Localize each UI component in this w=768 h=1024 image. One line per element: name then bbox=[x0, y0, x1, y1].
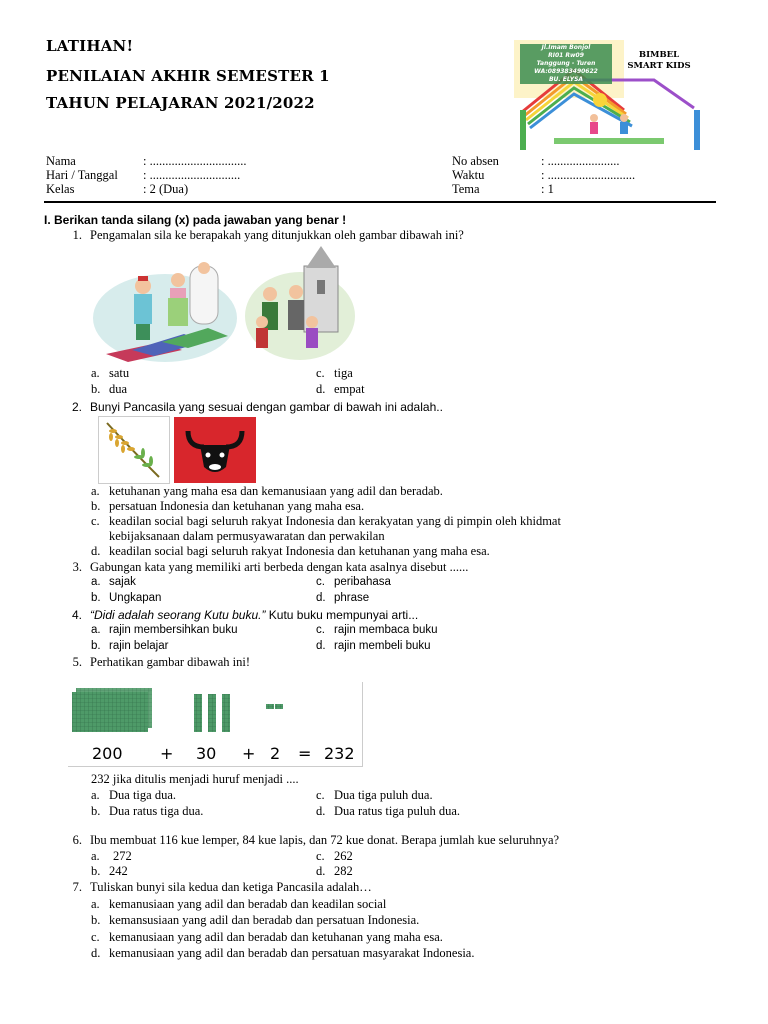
q2-image-rice-cotton bbox=[98, 416, 170, 484]
option-label: d. bbox=[91, 544, 101, 558]
option-label: d. bbox=[91, 946, 101, 960]
equation-term: 30 bbox=[196, 744, 217, 763]
option-label: d. bbox=[316, 804, 326, 818]
equation-result: 232 bbox=[324, 744, 355, 763]
question-number: 2. bbox=[71, 400, 82, 414]
tema-value: : 1 bbox=[541, 182, 554, 196]
q6-option-b[interactable] bbox=[91, 864, 128, 879]
q4-option-d[interactable] bbox=[316, 640, 431, 652]
option-label: b. bbox=[91, 804, 101, 818]
option-text: satu bbox=[109, 366, 130, 380]
option-text: Dua tiga puluh dua. bbox=[334, 788, 433, 802]
option-label: c. bbox=[91, 930, 100, 944]
option-text: tiga bbox=[334, 366, 353, 380]
q5-option-d[interactable] bbox=[316, 804, 460, 819]
option-text: kemanusiaan yang adil dan beradab dan ketuhanan yang maha esa. bbox=[109, 930, 443, 944]
q2-option-a[interactable] bbox=[91, 484, 443, 499]
q2-option-b[interactable] bbox=[91, 499, 364, 514]
option-label: c. bbox=[316, 366, 325, 380]
option-text: 262 bbox=[334, 849, 353, 863]
logo-address-line: RI01 Rw09 bbox=[548, 52, 584, 59]
nama-label: Nama bbox=[46, 154, 76, 168]
q3-option-d[interactable] bbox=[316, 592, 369, 604]
option-text: dua bbox=[109, 382, 128, 396]
logo-address-line: Jl.Imam Bonjol bbox=[541, 44, 591, 51]
bimbel-logo bbox=[514, 40, 706, 150]
option-label: b. bbox=[91, 499, 101, 513]
logo-address-line: WA:089383490622 bbox=[534, 68, 598, 75]
logo-brand bbox=[614, 50, 704, 72]
q7-option-a[interactable] bbox=[91, 897, 386, 912]
option-text: Ungkapan bbox=[109, 592, 162, 604]
question-number: 5. bbox=[72, 655, 82, 669]
question-number: 6. bbox=[72, 833, 82, 847]
option-label: a. bbox=[91, 366, 100, 380]
option-text: kemansusiaan yang adil dan beradab dan persatuan Indonesia. bbox=[109, 913, 420, 927]
tema-label: Tema bbox=[452, 182, 480, 196]
option-label: b. bbox=[91, 913, 101, 927]
option-text: sajak bbox=[109, 576, 136, 588]
q5-option-c[interactable] bbox=[316, 788, 433, 803]
option-label: a. bbox=[91, 484, 100, 498]
question-number: 7. bbox=[72, 880, 82, 894]
q1-option-a[interactable] bbox=[91, 366, 129, 381]
absen-label: No absen bbox=[452, 154, 499, 168]
equation-equals: = bbox=[298, 744, 312, 763]
option-label: c. bbox=[316, 576, 325, 588]
option-text: 272 bbox=[113, 849, 132, 863]
q1-image-church bbox=[240, 246, 356, 364]
option-text: kemanusiaan yang adil dan beradab dan persatuan masyarakat Indonesia. bbox=[109, 946, 475, 960]
q2-option-c[interactable] bbox=[91, 514, 561, 529]
hari-field[interactable]: : ............................. bbox=[143, 168, 241, 182]
option-label: b. bbox=[91, 864, 101, 878]
option-label: c. bbox=[316, 788, 325, 802]
option-text: rajin belajar bbox=[109, 640, 169, 652]
option-label: b. bbox=[91, 382, 101, 396]
option-text: peribahasa bbox=[334, 576, 391, 588]
option-label: a. bbox=[91, 849, 100, 863]
option-text: empat bbox=[334, 382, 365, 396]
q7-option-b[interactable] bbox=[91, 913, 419, 928]
option-text: keadilan social bagi seluruh rakyat Indonesia dan kerakyatan yang di pimpin oleh khidmat bbox=[109, 514, 561, 528]
q3-option-b[interactable] bbox=[91, 592, 161, 604]
option-label: d. bbox=[316, 640, 326, 652]
base-ten-blocks-graphic bbox=[68, 682, 362, 732]
logo-brand-line: SMART KIDS bbox=[627, 61, 691, 71]
option-label: a. bbox=[91, 788, 100, 802]
option-text: rajin membersihkan buku bbox=[109, 624, 238, 636]
question-number: 4. bbox=[71, 608, 82, 622]
q5-prompt: 232 jika ditulis menjadi huruf menjadi .... bbox=[91, 772, 299, 786]
bull-head-icon bbox=[174, 417, 256, 483]
q4-option-c[interactable] bbox=[316, 624, 438, 636]
option-text: phrase bbox=[334, 592, 370, 604]
option-text: Dua ratus tiga puluh dua. bbox=[334, 804, 461, 818]
option-label: a. bbox=[91, 576, 101, 588]
option-label: d. bbox=[316, 382, 326, 396]
absen-field[interactable]: : ....................... bbox=[541, 154, 620, 168]
logo-address-line: Tanggung - Turen bbox=[536, 60, 596, 67]
question-text: Kutu buku mempunyai arti... bbox=[265, 608, 419, 622]
q6-option-c[interactable] bbox=[316, 849, 353, 864]
question-text: Bunyi Pancasila yang sesuai dengan gambar di bawah ini adalah.. bbox=[90, 400, 443, 414]
header-title-year: TAHUN PELAJARAN 2021/2022 bbox=[46, 94, 315, 112]
section-title: I. Berikan tanda silang (x) pada jawaban yang benar ! bbox=[44, 213, 347, 227]
rice-cotton-icon bbox=[99, 417, 169, 483]
q4-option-b[interactable] bbox=[91, 640, 168, 652]
question-number: 3. bbox=[72, 560, 82, 574]
option-text: rajin membeli buku bbox=[334, 640, 431, 652]
q1-option-b[interactable] bbox=[91, 382, 127, 397]
option-text: 242 bbox=[109, 864, 128, 878]
q1-option-c[interactable] bbox=[316, 366, 353, 381]
option-text: kemanusiaan yang adil dan beradab dan keadilan social bbox=[109, 897, 387, 911]
logo-address bbox=[520, 44, 612, 84]
q2-option-d[interactable] bbox=[91, 544, 490, 559]
option-text: 282 bbox=[334, 864, 353, 878]
header-divider bbox=[44, 201, 716, 203]
option-text: rajin membaca buku bbox=[334, 624, 438, 636]
option-text: persatuan Indonesia dan ketuhanan yang maha esa. bbox=[109, 499, 365, 513]
logo-brand-line: BIMBEL bbox=[638, 50, 680, 60]
option-label: b. bbox=[91, 592, 101, 604]
q3-option-c[interactable] bbox=[316, 576, 391, 588]
q2-image-bull-head bbox=[174, 417, 256, 483]
q3-option-a[interactable] bbox=[91, 576, 136, 588]
equation-term: 2 bbox=[270, 744, 281, 763]
option-label: d. bbox=[316, 592, 326, 604]
header-title-latihan: LATIHAN! bbox=[46, 37, 134, 55]
option-label: c. bbox=[316, 849, 325, 863]
q2-option-c-continued: kebijaksanaan dalam permusyawaratan dan perwakilan bbox=[109, 529, 385, 543]
equation-operator: + bbox=[242, 744, 256, 763]
q7-option-c[interactable] bbox=[91, 930, 443, 945]
q6-option-a[interactable] bbox=[91, 849, 132, 864]
waktu-label: Waktu bbox=[452, 168, 485, 182]
question-number: 1. bbox=[72, 228, 82, 242]
logo-address-line: BU. ELYSA bbox=[548, 76, 584, 83]
option-label: c. bbox=[316, 624, 325, 636]
q4-option-a[interactable] bbox=[91, 624, 237, 636]
q5-base-ten-blocks bbox=[68, 682, 363, 767]
option-text: keadilan social bagi seluruh rakyat Indonesia dan ketuhanan yang maha esa. bbox=[109, 544, 490, 558]
option-label: d. bbox=[316, 864, 326, 878]
nama-field[interactable]: : ............................... bbox=[143, 154, 247, 168]
option-text: Dua ratus tiga dua. bbox=[109, 804, 204, 818]
equation-term: 200 bbox=[92, 744, 123, 763]
church-illustration bbox=[240, 246, 356, 364]
question-quote: “Didi adalah seorang Kutu buku.” bbox=[90, 608, 266, 622]
kelas-value: : 2 (Dua) bbox=[143, 182, 189, 196]
option-label: b. bbox=[91, 640, 101, 652]
prayer-illustration bbox=[92, 246, 238, 364]
option-text: ketuhanan yang maha esa dan kemanusiaan yang adil dan beradab. bbox=[109, 484, 443, 498]
q1-option-d[interactable] bbox=[316, 382, 365, 397]
header-title-pas: PENILAIAN AKHIR SEMESTER 1 bbox=[46, 67, 330, 85]
question-text: Gabungan kata yang memiliki arti berbeda dengan kata asalnya disebut ...... bbox=[90, 560, 469, 574]
equation-operator: + bbox=[160, 744, 174, 763]
option-text: Dua tiga dua. bbox=[109, 788, 176, 802]
option-label: c. bbox=[91, 514, 100, 528]
q5-option-b[interactable] bbox=[91, 804, 203, 819]
waktu-field[interactable]: : ............................ bbox=[541, 168, 636, 182]
q6-option-d[interactable] bbox=[316, 864, 353, 879]
q5-option-a[interactable] bbox=[91, 788, 176, 803]
q7-option-d[interactable] bbox=[91, 946, 474, 961]
hari-label: Hari / Tanggal bbox=[46, 168, 118, 182]
question-text: Tuliskan bunyi sila kedua dan ketiga Pancasila adalah… bbox=[90, 880, 372, 894]
kelas-label: Kelas bbox=[46, 182, 75, 196]
question-text: Ibu membuat 116 kue lemper, 84 kue lapis, dan 72 kue donat. Berapa jumlah kue seluruhnya? bbox=[90, 833, 560, 847]
question-text: Perhatikan gambar dibawah ini! bbox=[90, 655, 251, 669]
question-text: Pengamalan sila ke berapakah yang ditunjukkan oleh gambar dibawah ini? bbox=[90, 228, 464, 242]
option-label: a. bbox=[91, 624, 101, 636]
option-label: a. bbox=[91, 897, 100, 911]
q1-image-prayer bbox=[92, 246, 238, 364]
